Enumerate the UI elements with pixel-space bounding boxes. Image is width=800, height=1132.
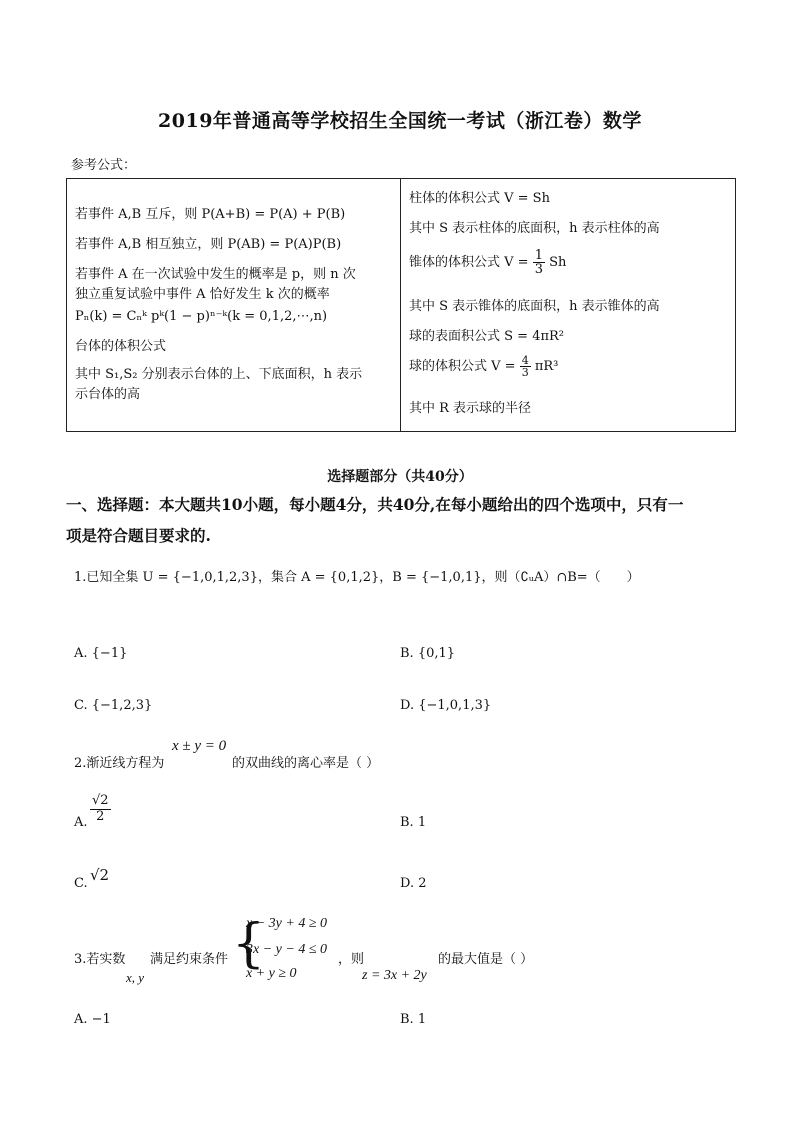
q3-constraint-3: x + y ≥ 0 bbox=[246, 966, 297, 981]
q3-option-b: B. 1 bbox=[400, 1012, 427, 1027]
sphere-vol-fraction: $\frac{4}{3}$ bbox=[521, 354, 529, 379]
formula-sphere-area: 球的表面积公式 S = 4πR² bbox=[409, 329, 565, 344]
table-divider bbox=[400, 179, 401, 431]
q3-brace: { bbox=[232, 914, 266, 974]
formula-sphere-note: 其中 R 表示球的半径 bbox=[409, 401, 532, 416]
formula-table bbox=[66, 178, 736, 432]
q2-option-d: D. 2 bbox=[400, 876, 427, 891]
q3-constraint-2: 3x − y − 4 ≤ 0 bbox=[246, 942, 328, 957]
q3-option-a: A. −1 bbox=[74, 1012, 111, 1027]
q1-option-b: B. {0,1} bbox=[400, 646, 456, 661]
q2-option-c-value: √2 bbox=[90, 866, 110, 884]
q3-constraint-1: x − 3y + 4 ≥ 0 bbox=[246, 916, 328, 931]
q3-vars: x, y bbox=[126, 970, 145, 985]
q2-option-b: B. 1 bbox=[400, 815, 427, 830]
q3-stem-then: ，则 bbox=[338, 952, 365, 967]
q1-option-c: C. {−1,2,3} bbox=[74, 698, 153, 713]
section-title: 选择题部分（共40分） bbox=[327, 469, 473, 485]
cone-fraction: $\frac{1}{3}$ bbox=[534, 248, 543, 277]
sphere-vol-prefix: 球的体积公式 V = bbox=[409, 359, 516, 374]
instructions-line2: 项是符合题目要求的. bbox=[66, 526, 211, 545]
formula-bernoulli-line2: 独立重复试验中事件 A 恰好发生 k 次的概率 bbox=[75, 287, 330, 302]
q2-option-c-label: C. bbox=[74, 876, 88, 891]
instructions-line1: 一、选择题：本大题共10小题，每小题4分，共40分,在每小题给出的四个选项中，只有一 bbox=[66, 495, 684, 514]
formula-prism: 柱体的体积公式 V = Sh bbox=[409, 191, 550, 206]
formula-frustum-note1: 其中 S₁,S₂ 分别表示台体的上、下底面积，h 表示 bbox=[75, 367, 363, 382]
q2-option-a-fraction: $\frac{√2}{2}$ bbox=[92, 793, 109, 824]
formula-frustum-note2: 示台体的高 bbox=[75, 387, 141, 402]
formula-cone-note: 其中 S 表示锥体的底面积，h 表示锥体的高 bbox=[409, 299, 660, 314]
q2-stem-prefix: 2.渐近线方程为 bbox=[74, 756, 165, 771]
formula-prism-note: 其中 S 表示柱体的底面积，h 表示柱体的高 bbox=[409, 221, 660, 236]
q1-option-a: A. {−1} bbox=[74, 646, 128, 661]
page-title: 2019年普通高等学校招生全国统一考试（浙江卷）数学 bbox=[158, 110, 642, 132]
q3-objective: z = 3x + 2y bbox=[362, 968, 427, 983]
q1-stem: 1.已知全集 U = {−1,0,1,2,3}，集合 A = {0,1,2}，B = {−1,0,1}，则（∁ᵤA）∩B=（ ） bbox=[74, 570, 640, 585]
formula-frustum: 台体的体积公式 bbox=[75, 339, 167, 354]
formula-mutually-exclusive: 若事件 A,B 互斥，则 P(A+B) = P(A) + P(B) bbox=[75, 207, 346, 222]
q2-stem-suffix: 的双曲线的离心率是（ ） bbox=[232, 756, 380, 771]
cone-prefix: 锥体的体积公式 V = bbox=[409, 255, 529, 270]
q2-option-a-label: A. bbox=[74, 815, 88, 830]
q3-stem-prefix: 3.若实数 bbox=[74, 952, 126, 967]
formula-bernoulli-eq: Pₙ(k) = Cₙᵏ pᵏ(1 − p)ⁿ⁻ᵏ(k = 0,1,2,⋯,n) bbox=[75, 309, 328, 324]
q3-stem-mid: 满足约束条件 bbox=[150, 952, 229, 967]
formula-bernoulli-line1: 若事件 A 在一次试验中发生的概率是 p，则 n 次 bbox=[75, 267, 356, 282]
q1-option-d: D. {−1,0,1,3} bbox=[400, 698, 492, 713]
q2-asymptote-eq: x ± y = 0 bbox=[172, 738, 227, 754]
sphere-vol-suffix: πR³ bbox=[534, 359, 559, 374]
formula-independent: 若事件 A,B 相互独立，则 P(AB) = P(A)P(B) bbox=[75, 237, 342, 252]
formula-cone bbox=[409, 249, 566, 276]
ref-label: 参考公式： bbox=[71, 158, 137, 173]
formula-sphere-volume bbox=[409, 355, 558, 378]
cone-suffix: Sh bbox=[549, 255, 567, 270]
q3-stem-suffix: 的最大值是（ ） bbox=[438, 952, 534, 967]
